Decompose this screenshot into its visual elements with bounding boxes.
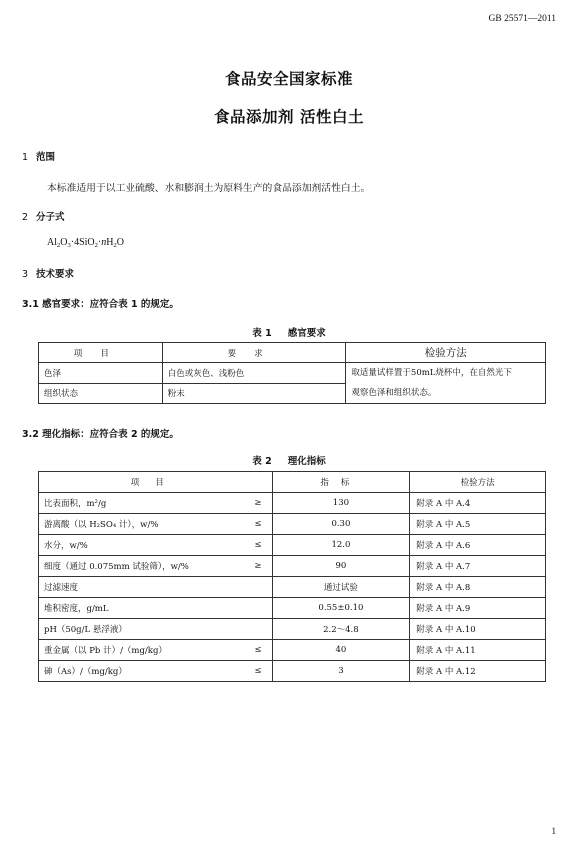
- cell-requirement: 白色或灰色、浅粉色: [162, 363, 346, 384]
- table-number: 表 1: [252, 328, 272, 339]
- cell-method: 附录 A 中 A.6: [410, 535, 546, 556]
- cell-item: 组织状态: [39, 383, 163, 404]
- cell-method: 附录 A 中 A.12: [410, 661, 546, 682]
- cell-indicator: 90: [272, 556, 410, 577]
- comparison-symbol: ≤: [254, 519, 262, 529]
- section-label: 3.1 感官要求：应符合表 1 的规定。: [22, 299, 179, 310]
- cell-method: 附录 A 中 A.10: [410, 619, 546, 640]
- cell-method: 附录 A 中 A.4: [410, 493, 546, 514]
- cell-item: [39, 493, 273, 514]
- cell-method: 附录 A 中 A.7: [410, 556, 546, 577]
- cell-item: [39, 640, 273, 661]
- section-number: 2: [22, 212, 29, 223]
- table-row: [39, 514, 546, 535]
- item-name: 重金属（以 Pb 计）/（mg/kg）: [44, 646, 167, 656]
- table-row: [39, 535, 546, 556]
- sensory-requirements-table: [38, 342, 546, 404]
- standard-code: GB 25571—2011: [488, 14, 556, 24]
- section-label: 3.2 理化指标：应符合表 2 的规定。: [22, 429, 179, 440]
- cell-item: [39, 556, 273, 577]
- table-row: [39, 363, 546, 384]
- section-3-1-heading: [22, 296, 179, 310]
- section-title: 分子式: [36, 212, 65, 223]
- table-row: [39, 577, 546, 598]
- column-header-requirement: 要求: [162, 343, 346, 363]
- cell-method: 附录 A 中 A.8: [410, 577, 546, 598]
- scope-paragraph: 本标准适用于以工业硫酸、水和膨润土为原料生产的食品添加剂活性白土。: [47, 183, 371, 194]
- cell-item: [39, 577, 273, 598]
- section-2-heading: [22, 209, 65, 223]
- item-name: 堆积密度，g/mL: [44, 604, 109, 614]
- item-name: pH（50g/L 悬浮液）: [44, 625, 127, 635]
- table-row: [39, 598, 546, 619]
- cell-indicator: 40: [272, 640, 410, 661]
- method-line: 观察色泽和组织状态。: [351, 388, 437, 398]
- cell-indicator: 12.0: [272, 535, 410, 556]
- table-header-row: [39, 472, 546, 493]
- table-row: [39, 661, 546, 682]
- table-header-row: [39, 343, 546, 363]
- table-row: [39, 493, 546, 514]
- cell-indicator: 通过试验: [272, 577, 410, 598]
- comparison-symbol: ≤: [254, 645, 262, 655]
- column-header-item: 项目: [39, 343, 163, 363]
- comparison-symbol: ≥: [254, 498, 262, 508]
- physicochemical-indicators-table: [38, 471, 546, 682]
- cell-indicator: 0.55±0.10: [272, 598, 410, 619]
- table-title: 理化指标: [287, 456, 326, 467]
- table-number: 表 2: [252, 456, 272, 467]
- section-3-heading: [22, 266, 74, 280]
- page-number: 1: [551, 826, 556, 836]
- method-line: 取适量试样置于50mL烧杯中，在自然光下: [351, 368, 512, 378]
- cell-item: [39, 535, 273, 556]
- cell-method: 附录 A 中 A.11: [410, 640, 546, 661]
- table-title: 感官要求: [287, 328, 326, 339]
- table-row: [39, 556, 546, 577]
- cell-item: [39, 514, 273, 535]
- column-header-method: 检验方法: [346, 343, 546, 363]
- section-number: 1: [22, 152, 29, 163]
- item-name: 细度（通过 0.075mm 试验筛），w/%: [44, 562, 189, 572]
- item-name: 比表面积，m²/g: [44, 499, 107, 509]
- cell-item: 色泽: [39, 363, 163, 384]
- cell-method: 附录 A 中 A.5: [410, 514, 546, 535]
- item-name: 游离酸（以 H₂SO₄ 计），w/%: [44, 520, 159, 530]
- column-header-indicator: 指标: [272, 472, 410, 493]
- item-name: 过滤速度: [44, 583, 79, 593]
- cell-indicator: 0.30: [272, 514, 410, 535]
- table-1-caption: [0, 325, 578, 339]
- document-subtitle: 食品添加剂 活性白土: [214, 108, 364, 126]
- section-number: 3: [22, 269, 29, 280]
- table-2-caption: [0, 453, 578, 467]
- table-row: [39, 619, 546, 640]
- cell-method: 附录 A 中 A.9: [410, 598, 546, 619]
- item-name: 砷（As）/（mg/kg）: [44, 667, 127, 677]
- cell-indicator: 130: [272, 493, 410, 514]
- cell-item: [39, 598, 273, 619]
- section-title: 范围: [36, 152, 56, 163]
- section-3-2-heading: [22, 426, 179, 440]
- document-title: 食品安全国家标准: [224, 70, 353, 88]
- cell-item: [39, 661, 273, 682]
- table-row: [39, 640, 546, 661]
- comparison-symbol: ≤: [254, 540, 262, 550]
- column-header-item: 项目: [39, 472, 273, 493]
- cell-method: [346, 363, 546, 404]
- item-name: 水分，w/%: [44, 541, 88, 551]
- section-title: 技术要求: [36, 269, 75, 280]
- cell-indicator: 2.2～4.8: [272, 619, 410, 640]
- molecular-formula: $Al_2O_3\cdot 4SiO_2\cdot nH_2O$: [47, 237, 124, 249]
- column-header-method: 检验方法: [410, 472, 546, 493]
- comparison-symbol: ≤: [254, 666, 262, 676]
- cell-item: [39, 619, 273, 640]
- cell-indicator: 3: [272, 661, 410, 682]
- cell-requirement: 粉末: [162, 383, 346, 404]
- comparison-symbol: ≥: [254, 561, 262, 571]
- section-1-heading: [22, 149, 55, 163]
